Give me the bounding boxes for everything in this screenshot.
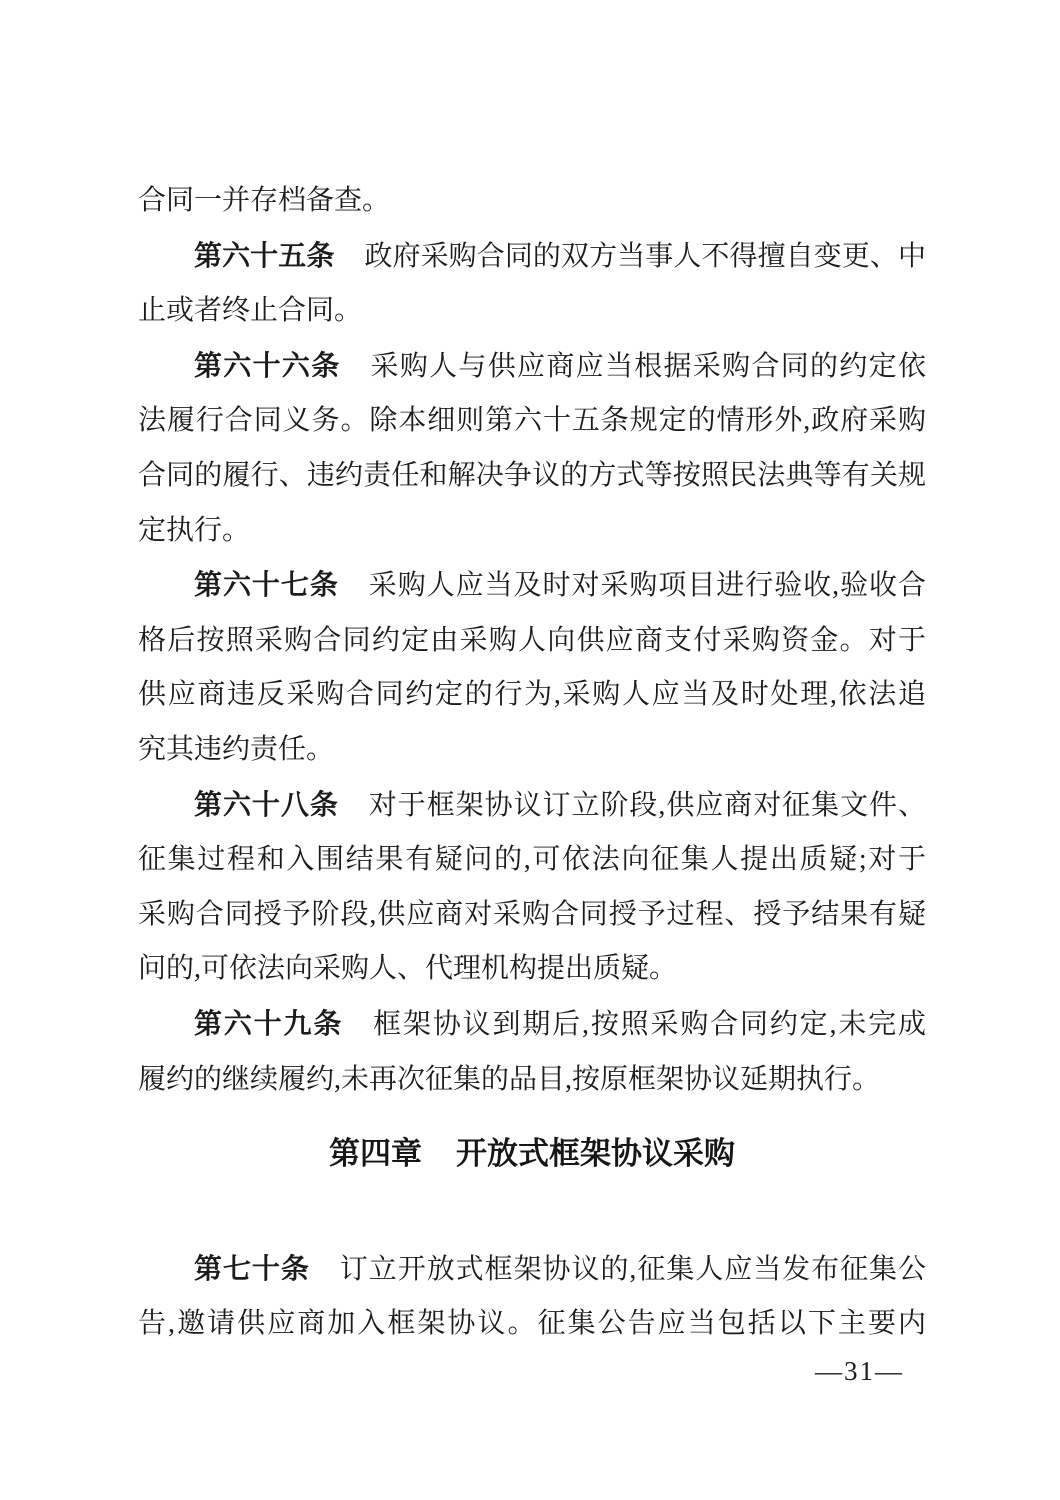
text-line: 法履行合同义务。除本细则第六十五条规定的情形外,政府采购 <box>138 405 926 437</box>
text-line: 合同一并存档备查。 <box>138 185 391 216</box>
text-line <box>138 1242 926 1298</box>
paragraphs-section-bottom <box>138 1242 926 1352</box>
text-line <box>138 339 926 395</box>
page-number: —31— <box>815 1355 904 1386</box>
article-number: 第六十六条 <box>194 349 341 381</box>
document-body <box>138 174 926 1388</box>
text-line: 告,邀请供应商加入框架协议。征集公告应当包括以下主要内 <box>138 1308 926 1340</box>
line-text: 采购人应当及时对采购项目进行验收,验收合 <box>368 570 926 602</box>
line-text: 政府采购合同的双方当事人不得擅自变更、中 <box>364 240 926 272</box>
article-number: 第六十七条 <box>194 569 339 601</box>
text-line: 征集过程和入围结果有疑问的,可依法向征集人提出质疑;对于 <box>138 844 926 876</box>
line-text: 框架协议到期后,按照采购合同约定,未完成 <box>373 1008 926 1040</box>
text-line: 履约的继续履约,未再次征集的品目,按原框架协议延期执行。 <box>138 1063 881 1095</box>
line-text: 对于框架协议订立阶段,供应商对征集文件、 <box>368 789 926 821</box>
chapter-number: 第四章 <box>329 1136 422 1172</box>
article-69 <box>138 997 926 1107</box>
article-number: 第六十八条 <box>194 788 339 820</box>
paragraphs-section-top <box>138 174 926 1107</box>
text-line <box>138 997 926 1053</box>
article-68 <box>138 778 926 997</box>
chapter-heading <box>138 1127 926 1182</box>
article-number: 第七十条 <box>194 1252 310 1284</box>
article-65 <box>138 229 926 339</box>
article-70 <box>138 1242 926 1352</box>
line-text: 采购人与供应商应当根据采购合同的约定依 <box>370 350 926 382</box>
text-line <box>138 558 926 614</box>
text-line: 定执行。 <box>138 514 251 546</box>
article-66 <box>138 339 926 558</box>
article-number: 第六十九条 <box>194 1007 344 1039</box>
line-text: 订立开放式框架协议的,征集人应当发布征集公 <box>339 1253 926 1285</box>
text-line: 问的,可依法向采购人、代理机构提出质疑。 <box>138 953 678 985</box>
text-line <box>138 229 926 285</box>
paragraph-continuation <box>138 174 926 229</box>
text-line: 止或者终止合同。 <box>138 295 363 327</box>
text-line: 合同的履行、违约责任和解决争议的方式等按照民法典等有关规 <box>138 459 926 491</box>
text-line: 究其违约责任。 <box>138 733 335 765</box>
text-line <box>138 778 926 834</box>
text-line: 格后按照采购合同约定由采购人向供应商支付采购资金。对于 <box>138 624 926 656</box>
article-67 <box>138 558 926 777</box>
text-line: 采购合同授予阶段,供应商对采购合同授予过程、授予结果有疑 <box>138 898 926 930</box>
chapter-title: 开放式框架协议采购 <box>456 1136 735 1172</box>
article-number: 第六十五条 <box>194 239 335 271</box>
text-line: 供应商违反采购合同约定的行为,采购人应当及时处理,依法追 <box>138 679 926 711</box>
